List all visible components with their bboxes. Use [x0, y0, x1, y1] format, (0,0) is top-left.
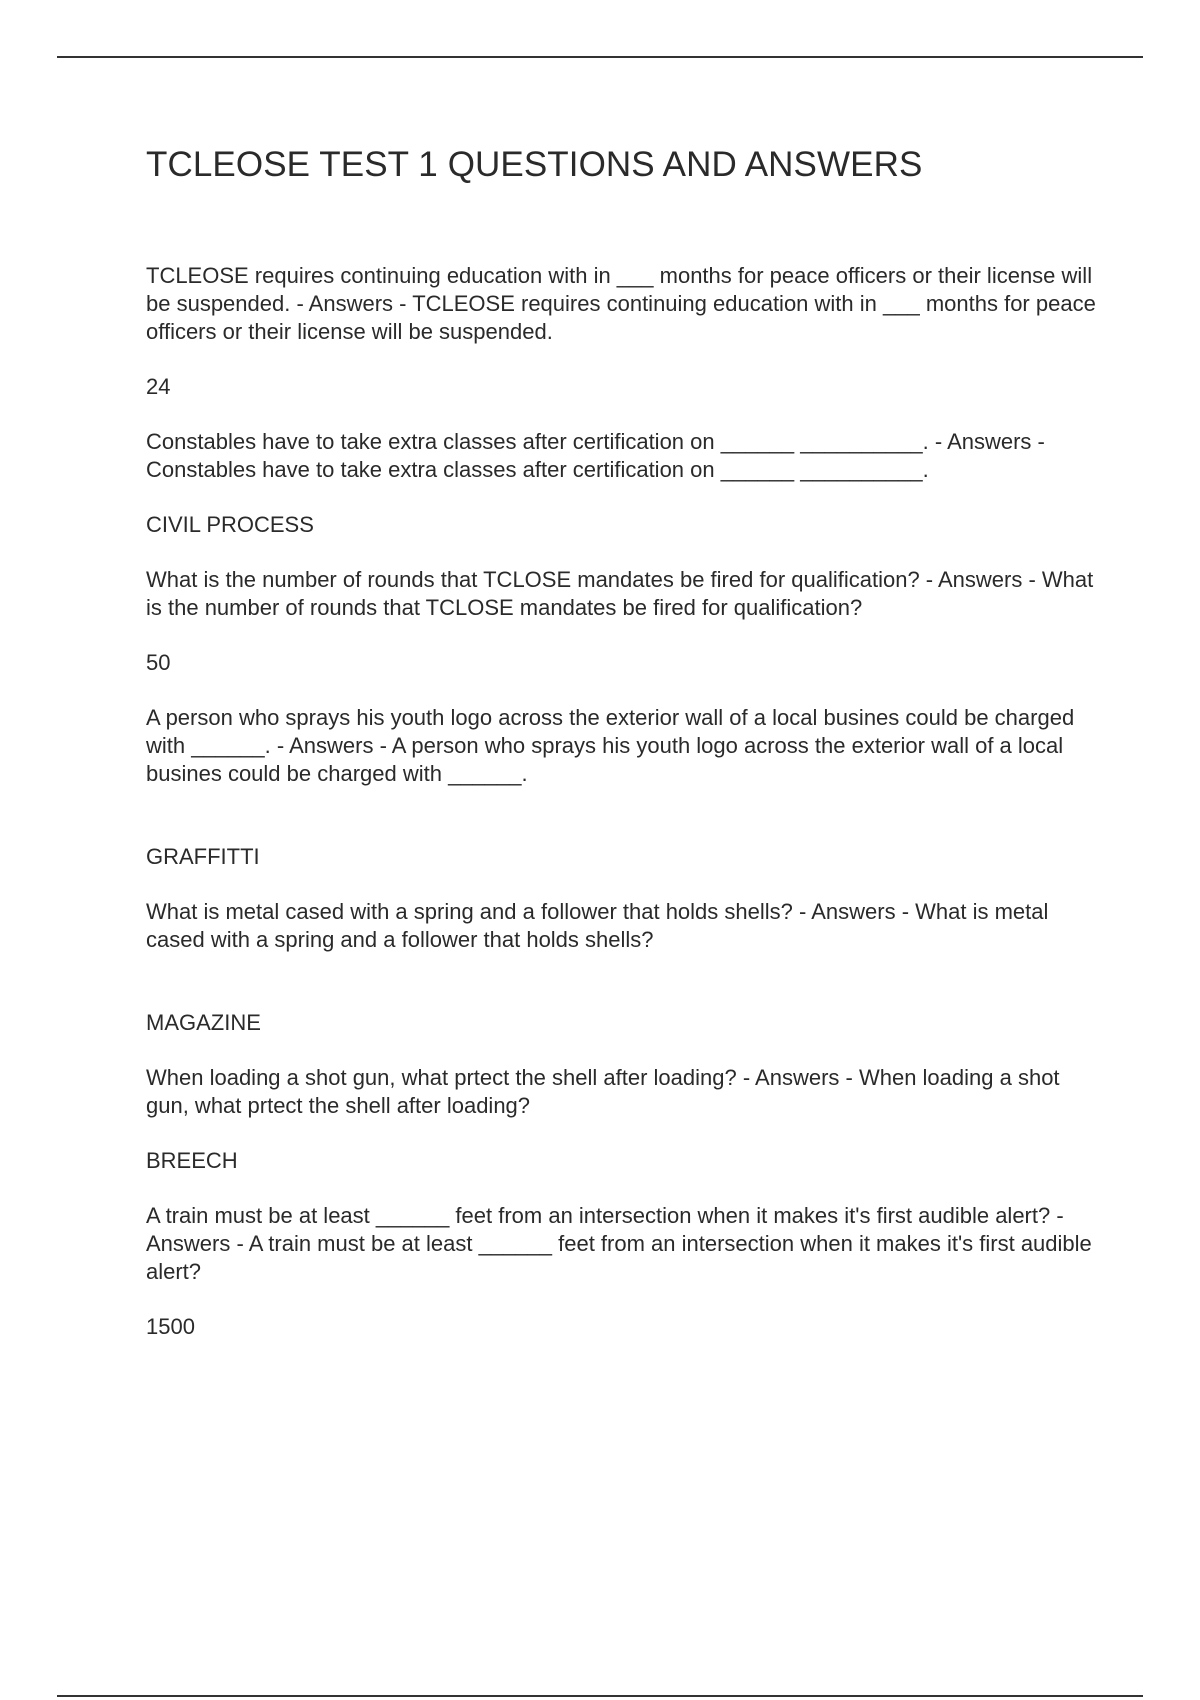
- qa-item: [146, 704, 1096, 871]
- question-text: What is metal cased with a spring and a follower that holds shells? - Answers - What is metal cased with a spring and a follower that holds shells?: [146, 899, 1049, 952]
- qa-list: [146, 262, 1096, 1341]
- answer-text: 50: [146, 650, 171, 675]
- question-text: A person who sprays his youth logo across the exterior wall of a local busines could be charged with ______. - Answers - A person who sprays his youth logo across the exterior wall of a local busines could be charged with ______.: [146, 705, 1075, 786]
- question-text: TCLEOSE requires continuing education with in ___ months for peace officers or their license will be suspended. - Answers - TCLEOSE requires continuing education with in ___ months for peace officers or their license will be suspended.: [146, 263, 1096, 344]
- question-text: Constables have to take extra classes after certification on ______ __________. - Answers - Constables have to take extra classes after certification on ______ __________.: [146, 429, 1045, 482]
- qa-item: [146, 1202, 1096, 1341]
- answer-text: CIVIL PROCESS: [146, 512, 314, 537]
- answer-text: MAGAZINE: [146, 1010, 261, 1035]
- answer-text: GRAFFITTI: [146, 844, 260, 869]
- qa-item: [146, 898, 1096, 1037]
- document-title: TCLEOSE TEST 1 QUESTIONS AND ANSWERS: [146, 145, 923, 184]
- page-top-rule: [57, 56, 1143, 58]
- answer-text: BREECH: [146, 1148, 238, 1173]
- answer-text: 1500: [146, 1314, 195, 1339]
- qa-item: [146, 566, 1096, 677]
- question-text: A train must be at least ______ feet from an intersection when it makes it's first audible alert? - Answers - A train must be at least ______ feet from an intersection when it makes it's first audible alert?: [146, 1203, 1092, 1284]
- question-text: What is the number of rounds that TCLOSE mandates be fired for qualification? - Answers - What is the number of rounds that TCLOSE mandates be fired for qualification?: [146, 567, 1094, 620]
- answer-text: 24: [146, 374, 171, 399]
- qa-item: [146, 262, 1096, 401]
- question-text: When loading a shot gun, what prtect the shell after loading? - Answers - When loading a shot gun, what prtect the shell after loading?: [146, 1065, 1060, 1118]
- qa-item: [146, 428, 1096, 539]
- qa-item: [146, 1064, 1096, 1175]
- page-bottom-rule: [57, 1695, 1143, 1697]
